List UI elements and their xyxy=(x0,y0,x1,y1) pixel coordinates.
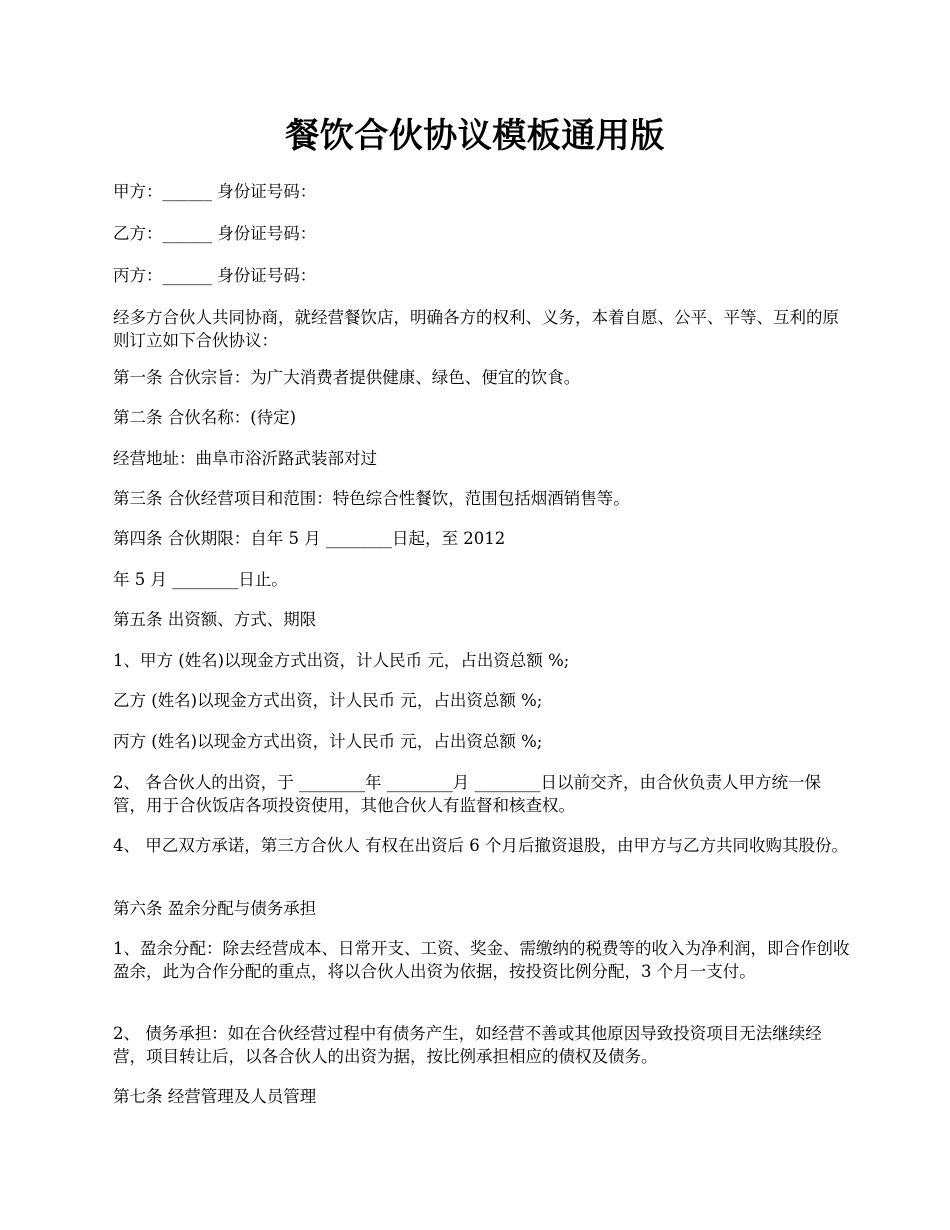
article-6-heading: 第六条 盈余分配与债务承担 xyxy=(113,899,317,918)
profit-distribution: 1、盈余分配：除去经营成本、日常开支、工资、奖金、需缴纳的税费等的收入为净利润，即合作创收盈余，此为合作分配的重点，将以合伙人出资为依据，按投资比例分配，3 个月一支付。 xyxy=(113,939,850,981)
contribution-party-c: 丙方 (姓名)以现金方式出资，计人民币 元，占出资总额 %; xyxy=(113,732,543,751)
article-4: 第四条 合伙期限：自年 5 月 ________日起，至 2012 xyxy=(113,529,506,548)
contribution-party-b: 乙方 (姓名)以现金方式出资，计人民币 元，占出资总额 %; xyxy=(113,691,543,710)
article-4-continued: 年 5 月 ________日止。 xyxy=(113,570,288,589)
article-1: 第一条 合伙宗旨：为广大消费者提供健康、绿色、便宜的饮食。 xyxy=(113,368,581,387)
debt-liability: 2、 债务承担：如在合伙经营过程中有债务产生，如经营不善或其他原因导致投资项目无法继续经营，项目转让后，以各合伙人的出资为据，按比例承担相应的债权及债务。 xyxy=(113,1024,822,1066)
article-5-heading: 第五条 出资额、方式、期限 xyxy=(113,610,317,629)
preamble-paragraph: 经多方合伙人共同协商，就经营餐饮店，明确各方的权利、义务，本着自愿、公平、平等、互利的原则订立如下合伙协议： xyxy=(113,308,839,350)
article-2: 第二条 合伙名称：(待定) xyxy=(113,408,297,427)
party-c-line: 丙方：______ 身份证号码： xyxy=(113,266,317,285)
contribution-deadline: 2、 各合伙人的出资，于 ________年 ________月 ________日以前交齐，由合伙负责人甲方统一保管，用于合伙饭店各项投资使用，其他合伙人有监督和核查权。 xyxy=(113,773,821,815)
document-title: 餐饮合伙协议模板通用版 xyxy=(285,116,665,156)
party-b-line: 乙方：______ 身份证号码： xyxy=(113,224,317,243)
contribution-party-a: 1、甲方 (姓名)以现金方式出资，计人民币 元，占出资总额 %; xyxy=(113,651,570,670)
business-address: 经营地址：曲阜市浴沂路武装部对过 xyxy=(113,449,377,468)
withdrawal-clause: 4、 甲乙双方承诺，第三方合伙人 有权在出资后 6 个月后撤资退股，由甲方与乙方共同收购其股份。 xyxy=(113,836,848,855)
article-7-heading: 第七条 经营管理及人员管理 xyxy=(113,1087,317,1106)
article-3: 第三条 合伙经营项目和范围：特色综合性餐饮，范围包括烟酒销售等。 xyxy=(113,489,630,508)
party-a-line: 甲方：______ 身份证号码： xyxy=(113,182,317,201)
